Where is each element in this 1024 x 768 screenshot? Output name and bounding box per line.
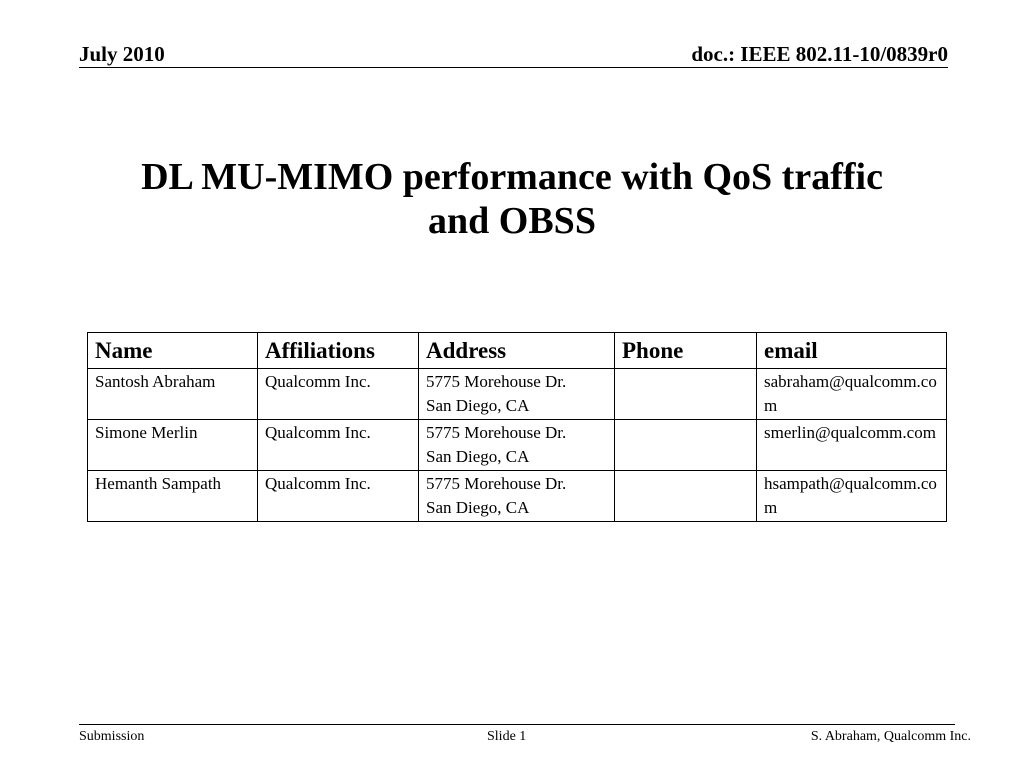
author-phone [615,420,757,471]
slide-title-line-1: DL MU-MIMO performance with QoS traffic [141,156,883,198]
table-row [88,420,947,471]
column-header-email: email [757,333,947,369]
header-doc-id: doc.: IEEE 802.11-10/0839r0 [691,42,948,66]
author-affiliation: Qualcomm Inc. [258,369,419,420]
author-address [419,471,615,522]
footer-divider [79,724,955,725]
address-line-1: 5775 Morehouse Dr. [426,474,567,493]
author-email: hsampath@qualcomm.com [757,471,947,522]
author-email: smerlin@qualcomm.com [757,420,947,471]
address-line-1: 5775 Morehouse Dr. [426,372,567,391]
author-name: Hemanth Sampath [88,471,258,522]
table-header-row [88,333,947,369]
table-row [88,471,947,522]
author-name: Santosh Abraham [88,369,258,420]
author-affiliation: Qualcomm Inc. [258,420,419,471]
author-address [419,420,615,471]
header-date: July 2010 [79,42,165,66]
column-header-phone: Phone [615,333,757,369]
authors-table [87,332,947,522]
slide-title [40,155,984,243]
author-name: Simone Merlin [88,420,258,471]
address-line-2: San Diego, CA [426,447,530,466]
author-phone [615,471,757,522]
footer-author: S. Abraham, Qualcomm Inc. [810,729,971,744]
column-header-name: Name [88,333,258,369]
author-affiliation: Qualcomm Inc. [258,471,419,522]
author-email: sabraham@qualcomm.com [757,369,947,420]
column-header-affiliations: Affiliations [258,333,419,369]
author-phone [615,369,757,420]
header-divider [79,67,948,68]
address-line-2: San Diego, CA [426,396,530,415]
author-address [419,369,615,420]
address-line-2: San Diego, CA [426,498,530,517]
column-header-address: Address [419,333,615,369]
footer-slide-number: Slide 1 [487,729,527,744]
footer-submission: Submission [79,729,145,744]
address-line-1: 5775 Morehouse Dr. [426,423,567,442]
table-row [88,369,947,420]
slide-title-line-2: and OBSS [428,200,596,242]
